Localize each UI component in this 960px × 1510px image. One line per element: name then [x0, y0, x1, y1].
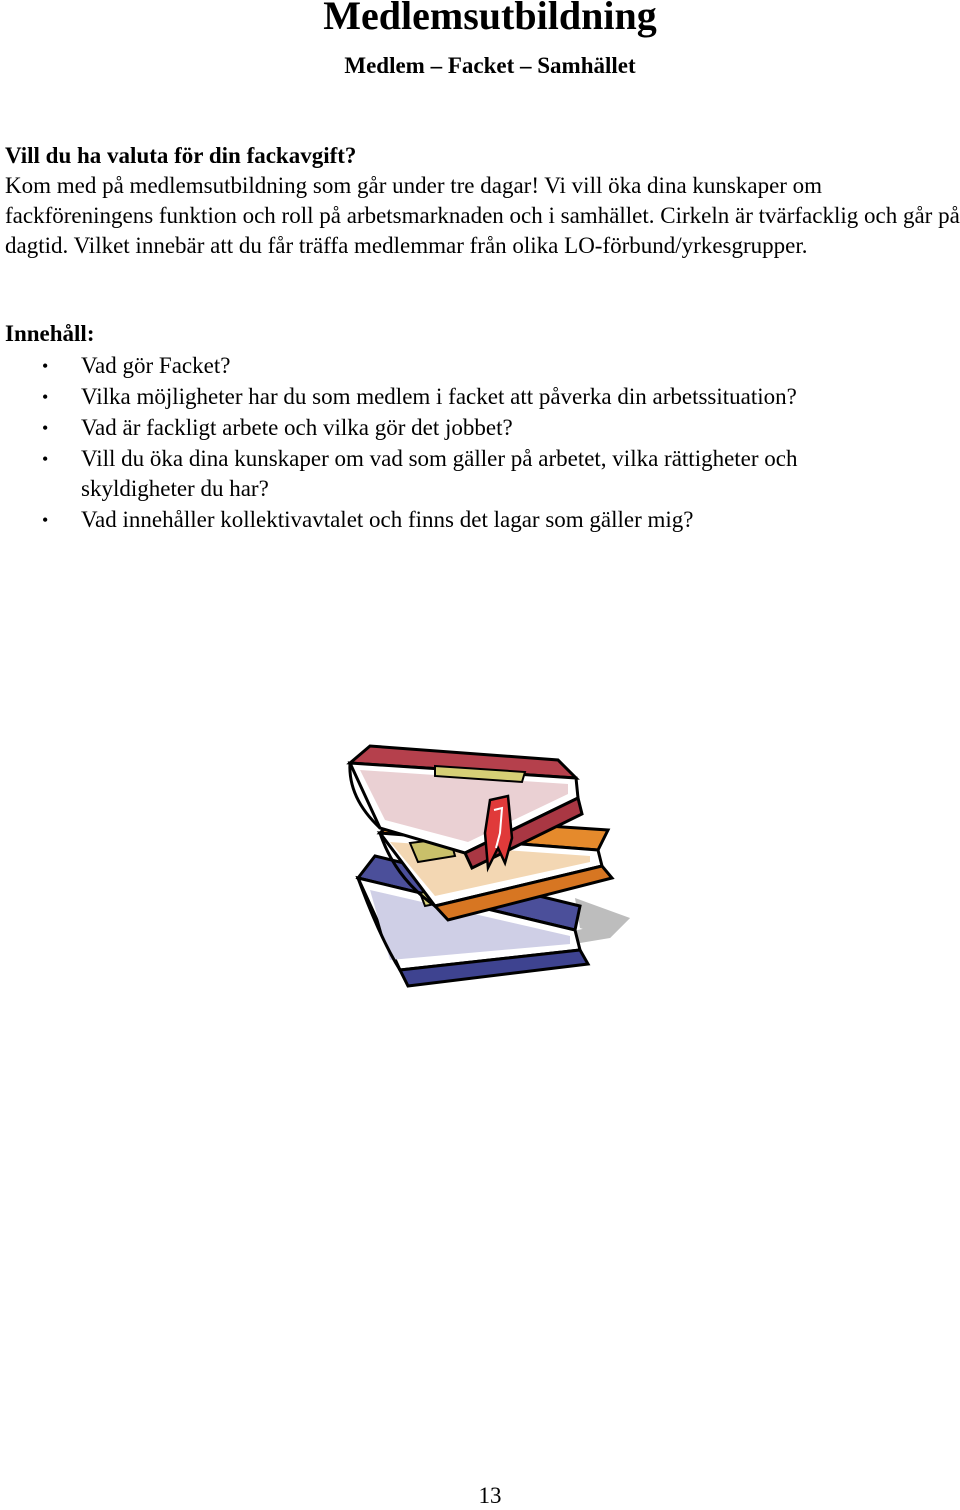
- contents-list: [0, 351, 960, 536]
- page-number: 13: [478, 1483, 502, 1508]
- document-title: Medlemsutbildning: [323, 0, 657, 38]
- list-item: [0, 382, 960, 412]
- intro-paragraph: Kom med på medlemsutbildning som går under tre dagar! Vi vill öka dina kunskaper om fackföreningens funktion och roll på arbetsmarknaden och i samhället. Cirkeln är tvärfacklig och går på dagtid. Vilket innebär att du får träffa medlemmar från olika LO-förbund/yrkesgrupper.: [5, 173, 960, 258]
- list-item-text: Vilka möjligheter har du som medlem i facket att påverka din arbetssituation?: [81, 384, 797, 409]
- book-stack-icon: [340, 738, 640, 988]
- bullet-icon: •: [42, 387, 49, 407]
- list-item-text: Vad innehåller kollektivavtalet och finns det lagar som gäller mig?: [81, 507, 694, 532]
- bullet-icon: •: [42, 449, 49, 469]
- bullet-icon: •: [42, 356, 49, 376]
- list-item-text: Vill du öka dina kunskaper om vad som gäller på arbetet, vilka rättigheter och skyldigheter du har?: [81, 446, 798, 501]
- document-subtitle: Medlem – Facket – Samhället: [344, 53, 636, 78]
- bullet-icon: •: [42, 418, 49, 438]
- list-item-text: Vad är fackligt arbete och vilka gör det jobbet?: [81, 415, 513, 440]
- intro-heading: Vill du ha valuta för din fackavgift?: [5, 143, 357, 168]
- list-item: [0, 351, 960, 381]
- list-item: [0, 505, 960, 535]
- contents-heading: Innehåll:: [5, 321, 95, 346]
- bullet-icon: •: [42, 510, 49, 530]
- list-item: [0, 444, 960, 504]
- list-item: [0, 413, 960, 443]
- list-item-text: Vad gör Facket?: [81, 353, 231, 378]
